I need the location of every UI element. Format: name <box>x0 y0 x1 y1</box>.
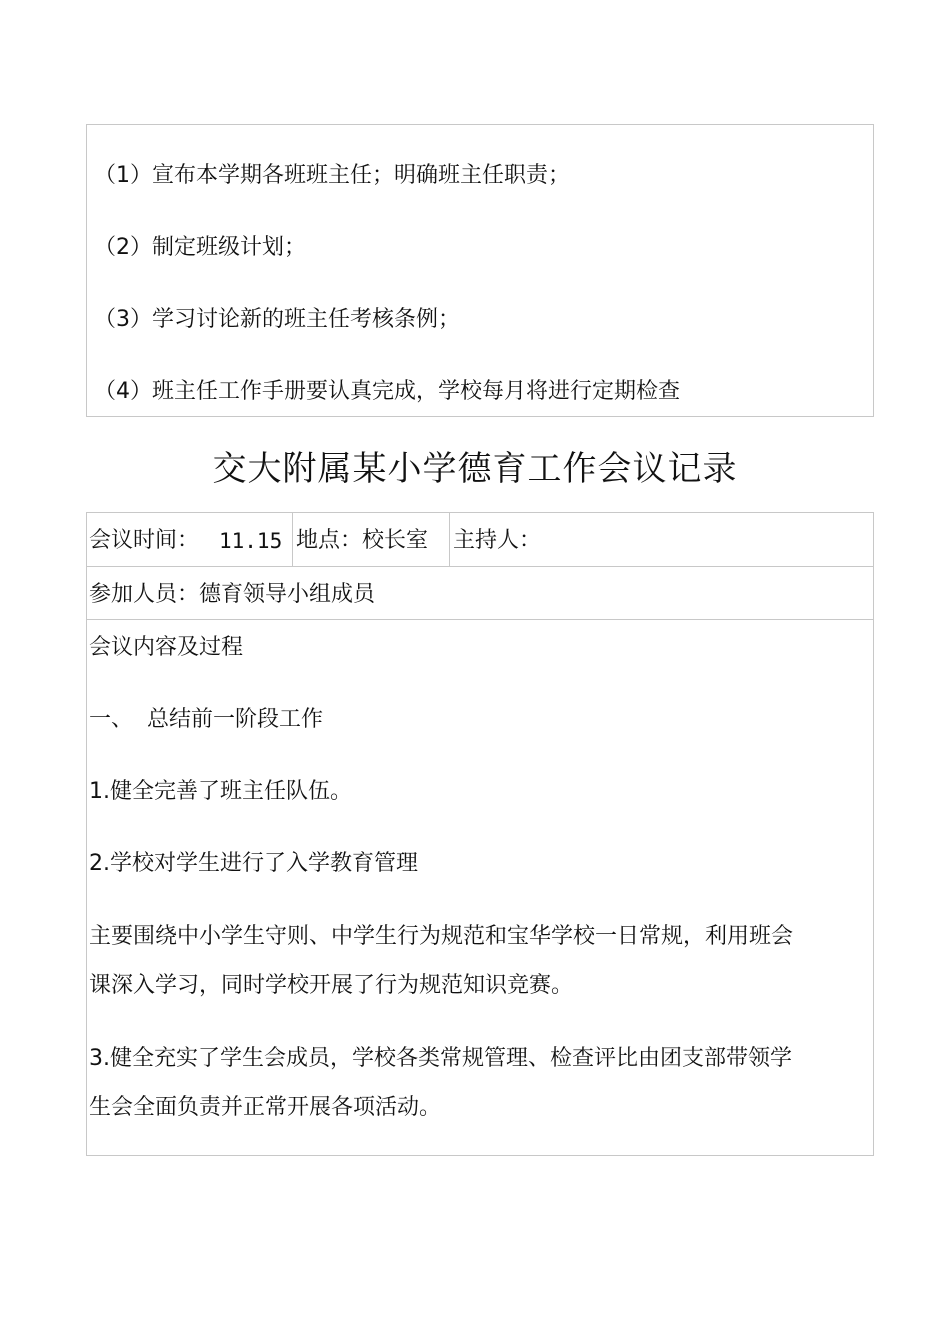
content-heading: 会议内容及过程 <box>89 635 244 660</box>
content-item-1: 1.健全完善了班主任队伍。 <box>89 779 352 804</box>
agenda-item-4: （4）班主任工作手册要认真完成，学校每月将进行定期检查 <box>94 379 680 404</box>
column-divider <box>449 512 450 566</box>
meeting-time-value: 11.15 <box>219 529 283 553</box>
content-item-3-continued: 生会全面负责并正常开展各项活动。 <box>89 1095 442 1120</box>
meeting-time-label: 会议时间： <box>89 528 200 553</box>
meeting-location: 地点：校长室 <box>296 528 429 553</box>
content-item-2-detail-continued: 课深入学习，同时学校开展了行为规范知识竞赛。 <box>89 973 574 998</box>
meeting-attendees: 参加人员：德育领导小组成员 <box>89 582 376 607</box>
row-divider <box>86 566 874 567</box>
agenda-item-1: （1）宣布本学期各班班主任；明确班主任职责； <box>94 163 570 188</box>
content-item-2: 2.学校对学生进行了入学教育管理 <box>89 851 418 876</box>
content-item-3: 3.健全充实了学生会成员，学校各类常规管理、检查评比由团支部带领学 <box>89 1046 792 1071</box>
content-item-2-detail: 主要围绕中小学生守则、中学生行为规范和宝华学校一日常规，利用班会 <box>89 924 794 949</box>
row-divider <box>86 619 874 620</box>
agenda-item-3: （3）学习讨论新的班主任考核条例； <box>94 307 460 332</box>
page-title: 交大附属某小学德育工作会议记录 <box>212 449 738 489</box>
meeting-host: 主持人： <box>453 528 542 553</box>
agenda-item-2: （2）制定班级计划； <box>94 235 306 260</box>
section-heading: 一、 总结前一阶段工作 <box>89 707 323 732</box>
column-divider <box>292 512 293 566</box>
